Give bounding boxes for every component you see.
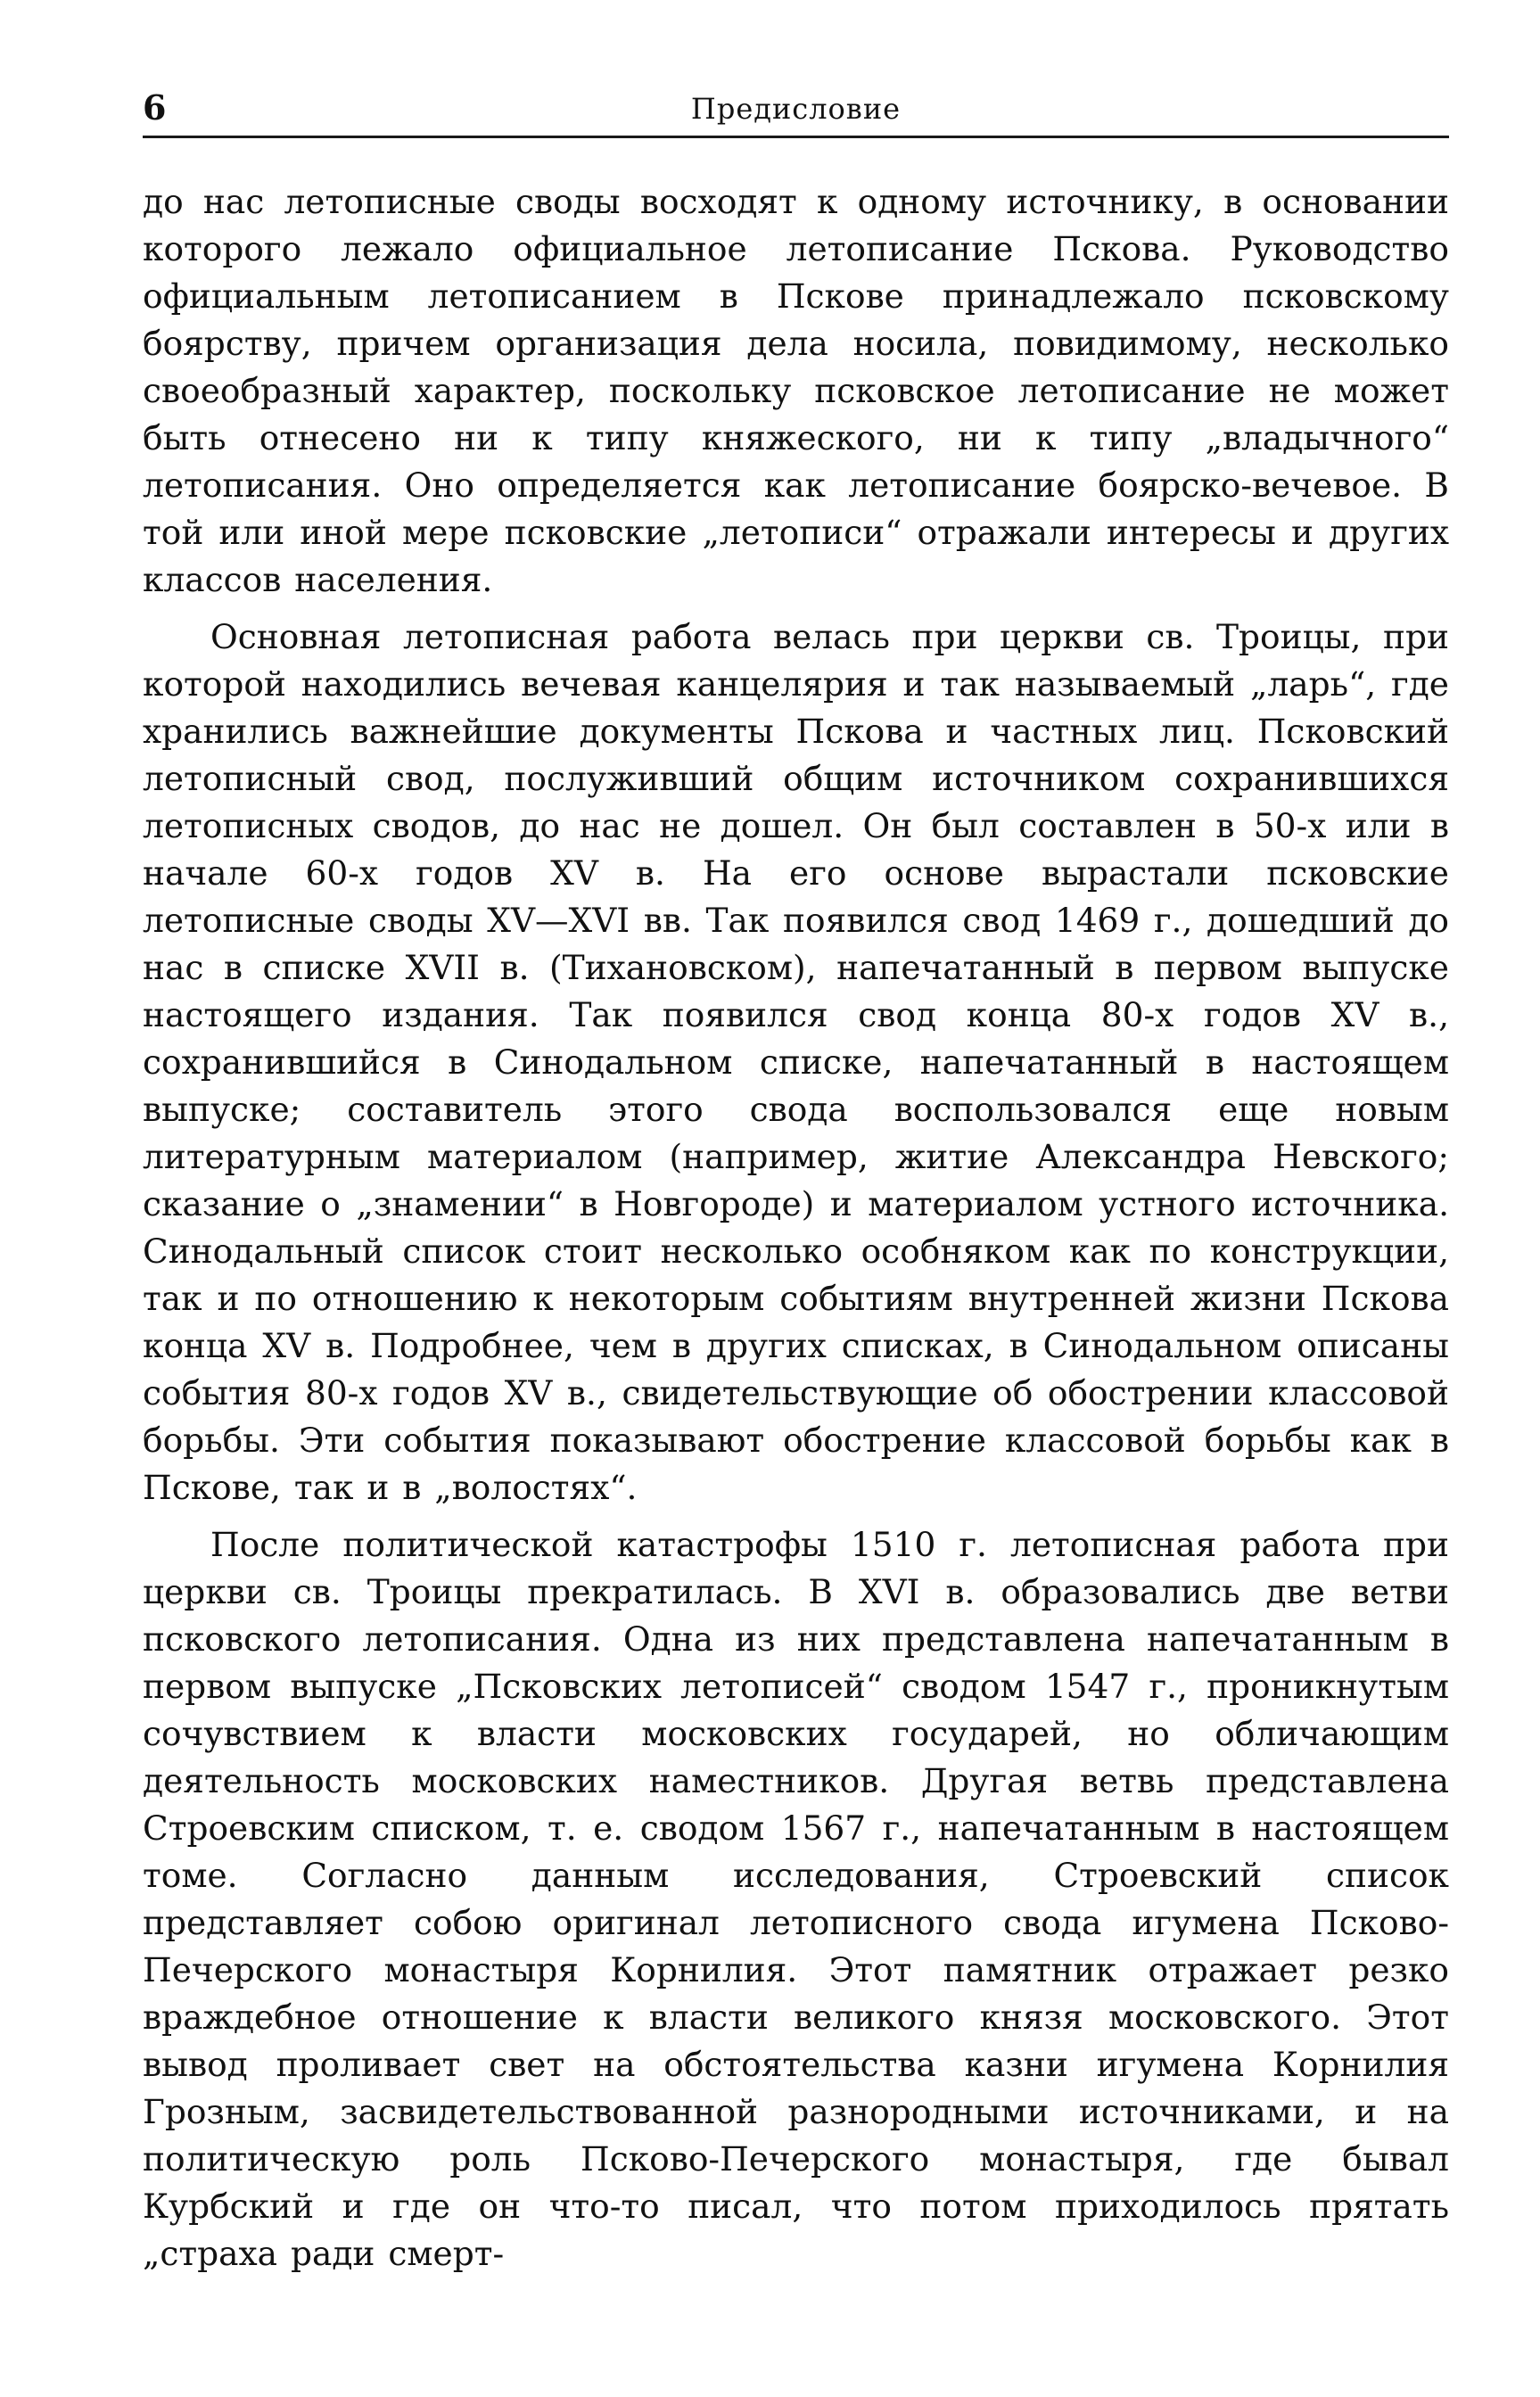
paragraph-trinity-church: Основная летописная работа велась при церкви св. Троицы, при которой находились вечевая канцелярия и так называемый „ларь“, где хранились важнейшие документы Пскова и частных лиц. Псковский летописный свод, послуживший общим источником сохранившихся летописных сводов, до нас не дошел. Он был составлен в 50-х или в начале 60-х годов XV в. На его основе вырастали псковские летописные своды XV—XVI вв. Так появился свод 1469 г., дошедший до нас в списке XVII в. (Тихановском), напечатанный в первом выпуске настоящего издания. Так появился свод конца 80-х годов XV в., сохранившийся в Синодальном списке, напечатанный в настоящем выпуске; составитель этого свода воспользовался еще новым литературным материалом (например, житие Александра Невского; сказание о „знамении“ в Новгороде) и материалом устного источника. Синодальный список стоит несколько особняком как по конструкции, так и по отношению к некоторым событиям внутренней жизни Пскова конца XV в. Подробнее, чем в других списках, в Синодальном описаны события 80-х годов XV в., свидетельствующие об обострении классовой борьбы. Эти события показывают обострение классовой борьбы как в Пскове, так и в „волостях“. [143, 617, 1449, 1507]
paragraph-continued: до нас летописные своды восходят к одному источнику, в основании которого лежало официальное летописание Пскова. Руководство официальным летописанием в Пскове принадлежало псковскому боярству, причем организация дела носила, повидимому, несколько своеобразный характер, поскольку псковское летописание не может быть отнесено ни к типу княжеского, ни к типу „владычного“ летописания. Оно определяется как летописание боярско-вечевое. В той или иной мере псковские „летописи“ отражали интересы и других классов населения. [143, 182, 1449, 599]
page-header [143, 86, 1449, 138]
body-text [143, 178, 1449, 2278]
running-head: Предисловие [690, 92, 902, 126]
page-number: 6 [143, 87, 167, 128]
paragraph-after-1510: После политической катастрофы 1510 г. летописная работа при церкви св. Троицы прекратилась. В XVI в. образовались две ветви псковского летописания. Одна из них представлена напечатанным в первом выпуске „Псковских летописей“ сводом 1547 г., проникнутым сочувствием к власти московских государей, но обличающим деятельность московских наместников. Другая ветвь представлена Строевским списком, т. е. сводом 1567 г., напечатанным в настоящем томе. Согласно данным исследования, Строевский список представляет собою оригинал летописного свода игумена Псково-Печерского монастыря Корнилия. Этот памятник отражает резко враждебное отношение к власти великого князя московского. Этот вывод проливает свет на обстоятельства казни игумена Корнилия Грозным, засвидетельствованной разнородными источниками, и на политическую роль Псково-Печерского монастыря, где бывал Курбский и где он что-то писал, что потом приходилось прятать „страха ради смерт- [143, 1525, 1449, 2273]
